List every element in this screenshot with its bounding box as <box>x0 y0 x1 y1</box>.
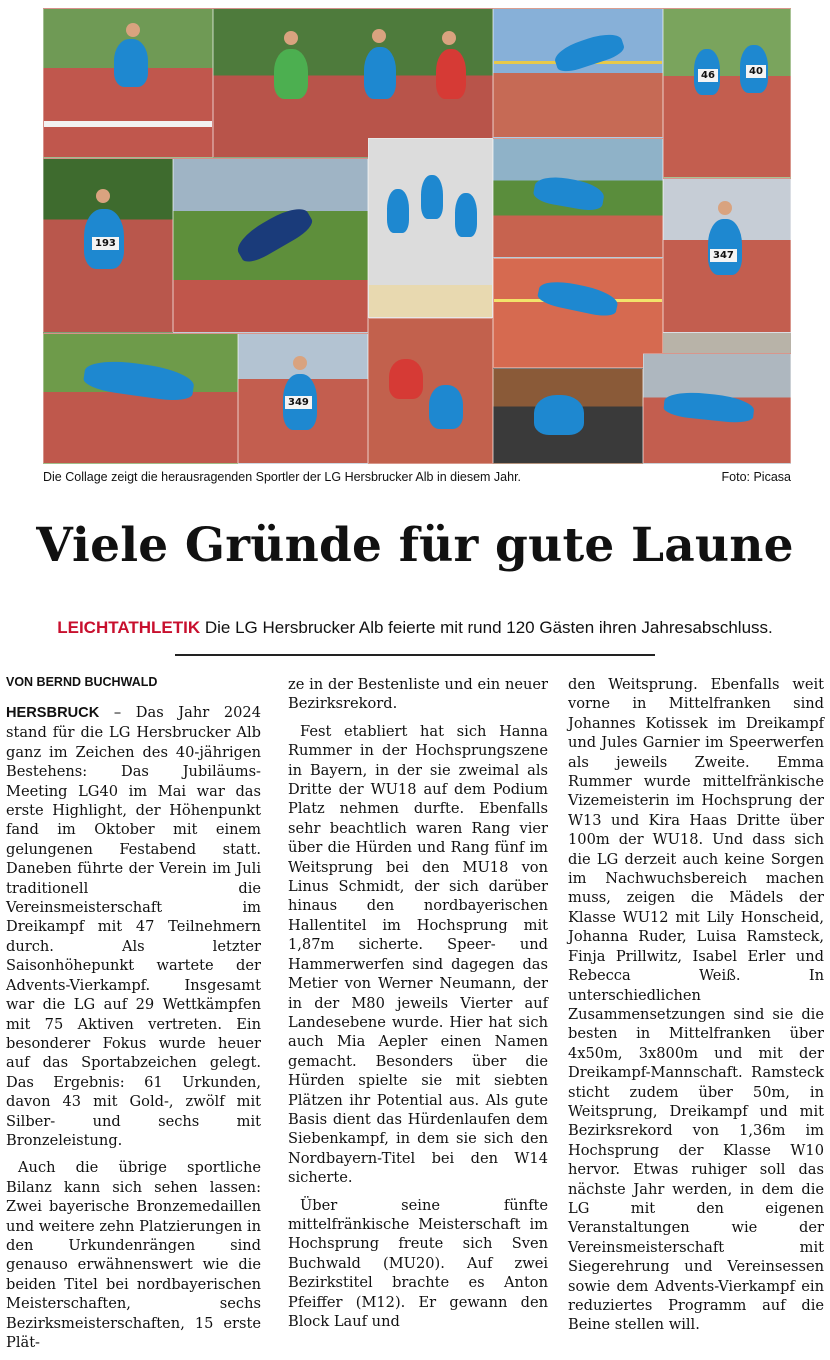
collage-tile-hurdles <box>43 8 213 158</box>
bib-number: 46 <box>698 69 718 82</box>
divider <box>175 654 655 656</box>
article-column-1 <box>6 675 261 1360</box>
paragraph-text: – Das Jahr 2024 stand für die LG Hersbrucker Alb ganz im Zeichen des 40-jährigen Bestehens: Das Jubiläums-Meeting LG40 im Mai war das erste Highlight, der Höhenpunkt fand im Oktober mit einem gelungenen Festabend statt. Daneben führte der Verein im Juli traditionell die Vereinsmeisterschaft im Dreikampf mit 47 Teilnehmern durch. Als letzter Saisonhöhepunkt wartete der Advents-Vierkampf. Insgesamt war die LG auf 29 Wettkämpfen mit 75 Aktiven vertreten. Ein besonderer Fokus wurde heuer auf das Sportabzeichen gelegt. Das Ergebnis: 61 Urkunden, davon 43 mit Gold-, zwölf mit Silber- und sechs mit Bronzeleistung. <box>6 704 261 1149</box>
collage-tile-landing <box>493 368 643 464</box>
paragraph: ze in der Bestenliste und ein neuer Bezirksrekord. <box>288 676 548 713</box>
photo-collage <box>43 8 791 464</box>
article-column-2 <box>288 675 548 1339</box>
photo-credit: Foto: Picasa <box>721 470 791 484</box>
collage-tile-girl-347 <box>663 178 791 333</box>
kicker: LEICHTATHLETIK <box>57 618 201 637</box>
paragraph: Über seine fünfte mittelfränkische Meisterschaft im Hochsprung freute sich Sven Buchwald (MU20). Auf zwei Bezirkstitel brachte es Anton Pfeiffer (M12). Er gewann den Block Lauf und <box>288 1196 548 1330</box>
collage-tile-sprint <box>663 8 791 178</box>
collage-tile-hurdle-duo <box>368 318 493 464</box>
bib-number: 347 <box>710 249 737 262</box>
dateline: HERSBRUCK <box>6 705 100 721</box>
collage-tile-boy-349 <box>238 333 368 464</box>
headline: Viele Gründe für gute Laune <box>36 518 794 573</box>
collage-tile-podium <box>368 138 493 318</box>
bib-number: 193 <box>92 237 119 250</box>
photo-caption <box>43 470 791 484</box>
article-column-3 <box>568 675 824 1343</box>
paragraph: den Weitsprung. Ebenfalls weit vorne in Mittelfranken sind Johannes Kotissek im Dreikampf und Jules Garnier im Speerwerfen als jeweils Zweite. Emma Rummer wurde mittelfränkische Vizemeisterin im Hochsprung der W13 und Kira Haas Dritte über 100m der WU18. Und dass sich die LG derzeit auch keine Sorgen im Nachwuchsbereich machen muss, zeigen die Mädels der Klasse WU12 mit Lily Honscheid, Johanna Ruder, Luisa Ramsteck, Finja Prillwitz, Isabel Erler und Rebecca Weiß. In unterschiedlichen Zusammensetzungen sind sie die besten in Mittelfranken über 4x50m, 3x800m und mit der Dreikampf-Mannschaft. Ramsteck sticht zudem über 50m, in Weitsprung, Dreikampf und mit Bezirksrekord von 1,36m im Hochsprung der Klasse W10 hervor. Etwas ruhiger soll das nächste Jahr werden, in dem die LG mit den eigenen Veranstaltungen wie der Vereinsmeisterschaft mit Siegerehrung und Vereinsessen sowie dem Advents-Vierkampf ein reduziertes Programm auf die Beine stellen will. <box>568 676 824 1334</box>
subheadline <box>0 618 830 638</box>
collage-tile-flop <box>43 333 238 464</box>
collage-tile-jump-right <box>643 353 791 464</box>
bib-number: 40 <box>746 65 766 78</box>
paragraph <box>6 703 261 1150</box>
collage-tile-highjump <box>493 8 663 138</box>
caption-text: Die Collage zeigt die herausragenden Sportler der LG Hersbrucker Alb in diesem Jahr. <box>43 470 522 484</box>
byline: VON BERND BUCHWALD <box>6 675 158 689</box>
subheadline-text: Die LG Hersbrucker Alb feierte mit rund 120 Gästen ihren Jahresabschluss. <box>204 618 773 637</box>
collage-tile-stadium-jump <box>173 158 368 333</box>
paragraph: Fest etabliert hat sich Hanna Rummer in der Hochsprungszene in Bayern, in der sie zweimal als Dritte der WU18 auf dem Podium Platz nehmen durfte. Ebenfalls sehr beachtlich waren Rang vier über die Hürden und Rang fünf im Weitsprung bei den MU18 von Linus Schmidt, der sich darüber hinaus den nordbayerischen Hallentitel im Hochsprung mit 1,87m sicherte. Speer- und Hammerwerfen sind dagegen das Metier von Werner Neumann, der in der M80 jeweils Vierter auf Landesebene wurde. Hier hat sich auch Mia Aepler einen Namen gemacht. Besonders über die Hürden spielte sie mit siebten Plätzen ihr Potential aus. Als gute Basis dient das Hürdenlaufen dem Siebenkampf, in dem sie sich den Nordbayern-Titel bei den W14 sicherte. <box>288 722 548 1187</box>
paragraph: Auch die übrige sportliche Bilanz kann sich sehen lassen: Zwei bayerische Bronzemedaillen und weitere zehn Platzierungen in den Urkundenrängen sind genauso erwähnenswert wie die beiden Titel bei nordbayerischen Meisterschaften, sechs Bezirksmeisterschaften, 15 erste Plät- <box>6 1159 261 1351</box>
collage-tile-girl-193 <box>43 158 173 333</box>
collage-tile-runners <box>213 8 493 158</box>
collage-tile-highjump-bar <box>493 258 663 368</box>
collage-tile-longjump <box>493 138 663 258</box>
bib-number: 349 <box>285 396 312 409</box>
